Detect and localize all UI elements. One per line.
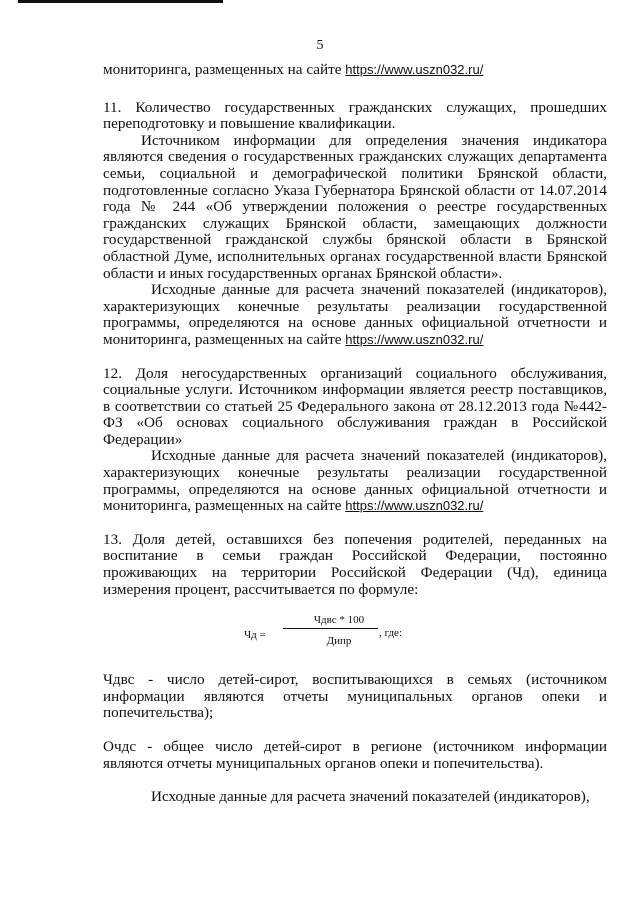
item-12-initial-text: Исходные данные для расчета значений показателей (индикаторов), характеризующих конечные результаты реализации государственной программы, определяются на основе данных официальной отчетности и мониторинга, размещенных на сайте (103, 447, 607, 515)
site-link-item-11[interactable]: https://www.uszn032.ru/ (345, 331, 484, 347)
item-12-initial-data (103, 448, 607, 514)
item-12-heading: 12. Доля негосударственных организаций социального обслуживания, социальные услуги. Источником информации является реестр поставщиков, в соответствии со статьей 25 Федерального закона от 28.12.2013 года №442-ФЗ «Об основах социального обслуживания граждан в Российской Федерации» (103, 364, 607, 448)
document-body (103, 62, 607, 806)
item-11-initial-data (103, 282, 607, 348)
formula (103, 608, 607, 658)
continuation-text: мониторинга, размещенных на сайте (103, 61, 346, 78)
site-link-top[interactable]: https://www.uszn032.ru/ (345, 62, 484, 77)
formula-denominator: Дипр (326, 635, 352, 648)
formula-numerator: Чдвс * 100 (313, 614, 365, 627)
item-11-initial-text: Исходные данные для расчета значений показателей (индикаторов), характеризующих конечные результаты реализации государственной программы, определяются на основе данных официальной отчетности и мониторинга, размещенных на сайте (103, 281, 607, 348)
formula-tail: , где: (379, 627, 402, 640)
item-11-heading: 11. Количество государственных гражданских служащих, прошедших переподготовку и повышение квалификации. (103, 98, 607, 133)
formula-lhs: Чд = (244, 629, 266, 642)
definition-chdvs: Чдвс - число детей-сирот, воспитывающихся в семьях (источником информации являются отчеты муниципальных органов опеки и попечительства); (103, 671, 607, 722)
item-13-heading: 13. Доля детей, оставшихся без попечения родителей, переданных на воспитание в семьи граждан Российской Федерации, постоянно проживающих на территории Российской Федерации (Чд), единица измерения процент, рассчитывается по формуле: (103, 530, 607, 598)
site-link-item-12[interactable]: https://www.uszn032.ru/ (345, 498, 484, 514)
item-11-source: Источником информации для определения значения индикатора являются сведения о государственных гражданских служащих департамента семьи, социальной и демографической политики Брянской области, подготовленные согласно Указа Губернатора Брянской области от 14.07.2014 года № 244 «Об утверждении положения о реестре государственных гражданских служащих Брянской области, замещающих должности государственной гражданской службы брянской области в Брянской областной Думе, исполнительных органах государственной власти Брянской области и иных государственных органах Брянской области». (103, 131, 607, 282)
fraction-bar (283, 628, 378, 629)
item-13-initial-data: Исходные данные для расчета значений показателей (индикаторов), (151, 788, 590, 806)
continuation-line (103, 62, 607, 79)
top-edge-bar (18, 0, 223, 3)
page-number: 5 (316, 38, 324, 53)
definition-ochds: Очдс - общее число детей-сирот в регионе (источником информации являются отчеты муниципальных органов опеки и попечительства). (103, 738, 607, 772)
